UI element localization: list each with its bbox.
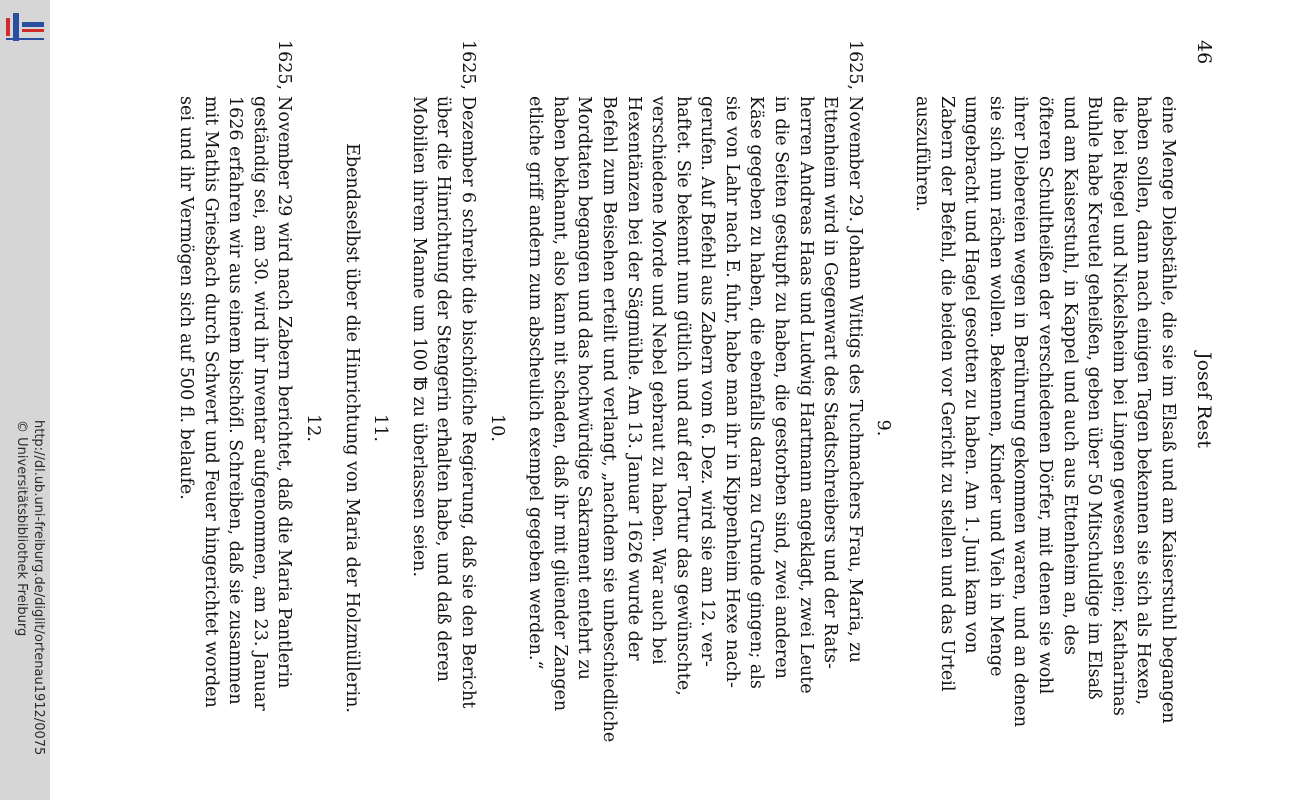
text-line: Buhle habe Kreutel geheißen, geben über 50 Mitschuldige im Elsaß: [1084, 96, 1105, 700]
text-line: Mordtaten begangen und das hochwürdige Sakrament entehrt zu: [574, 96, 595, 680]
section-9: [523, 40, 867, 760]
text-block: [173, 40, 1180, 760]
section-12: [173, 40, 296, 760]
text-line: umgebracht und Hagel gesotten zu haben. Am 1. Juni kam von: [961, 96, 982, 654]
sidebar-caption: [3, 10, 47, 790]
running-head: Josef Rest: [1193, 351, 1216, 449]
section-11-text: Ebendaselbst über die Hinrichtung von Maria der Holzmüllerin.: [341, 143, 362, 713]
text-line: haben sollen, dann nach einigen Tagen bekennen sie sich als Hexen,: [1133, 96, 1154, 706]
text-line: Käse gegeben zu haben, die ebenfalls daran zu Grunde gingen; als: [746, 96, 767, 689]
text-line: haftet. Sie bekennt nun gütlich und auf der Tortur das gewünschte,: [672, 96, 693, 696]
text-line: Mobilien ihrem Manne um 100 ℔ zu überlassen seien.: [408, 96, 429, 578]
text-line: haben bekhannt, also kann nit schaden, daß ihr mit glüender Zangen: [549, 96, 570, 712]
text-line: Dezember 6 schreibt die bischöfliche Regierung, daß sie den Bericht: [457, 96, 478, 709]
page-content: [76, 0, 1276, 800]
text-line: Hexentänzen bei der Sägmühle. Am 13. Januar 1626 wurde der: [623, 96, 644, 661]
text-line: und am Kaiserstuhl, in Kappel und auch aus Ettenheim an, des: [1059, 96, 1080, 655]
text-line: herren Andreas Haas und Ludwig Hartmann angeklagt, zwei Leute: [795, 96, 816, 694]
section-number: 12.: [303, 414, 323, 442]
page-header: [1190, 40, 1218, 760]
entry-year: 1625,: [457, 40, 478, 91]
text-line: eine Menge Diebstähle, die sie im Elsaß und am Kaiserstuhl begangen: [1158, 96, 1178, 724]
text-line: sei und ihr Vermögen sich auf 500 fl. belaufe.: [176, 96, 197, 500]
section-number: 9.: [873, 419, 894, 437]
entry-year: 1625,: [844, 40, 865, 91]
copyright-notice: © Universitätsbibliothek Freiburg: [14, 420, 29, 637]
section-number: 10.: [486, 414, 507, 442]
source-url[interactable]: http://dl.ub.uni-freiburg.de/diglit/ortenau1912/0075: [31, 420, 46, 756]
text-line: in die Seiten gestupft zu haben, die gestorben sind, zwei anderen: [771, 96, 792, 679]
text-line: 1626 erfahren wir aus einem bischöfl. Schreiben, daß sie zusammen: [225, 96, 246, 705]
text-line: auszuführen.: [912, 96, 933, 212]
text-line: öfteren Schultheißen der verschiedenen Dörfer, mit denen sie wohl: [1035, 96, 1056, 695]
text-line: November 29 wird nach Zabern berichtet, daß die Maria Pantlerin: [274, 96, 295, 689]
text-line: ihrer Diebereien wegen in Berührung gekommen waren, und an denen: [1010, 96, 1031, 728]
section-number: 11.: [370, 414, 391, 442]
text-line: die bei Riegel und Nickelsheim bei Lingen gewesen seien; Katharinas: [1108, 96, 1129, 716]
text-line: gerufen. Auf Befehl aus Zabern vom 6. Dez. wird sie am 12. ver-: [697, 96, 718, 667]
text-line: Befehl zum Beisehen erteilt und verlangt, „nachdem sie unbeschiedliche: [598, 96, 619, 743]
intro-paragraph: [909, 40, 1180, 760]
text-line: Ettenheim wird in Gegenwart des Stadtschreibers und der Rats-: [820, 96, 841, 669]
text-line: sie sich nun rächen wollen. Bekennen, Kinder und Vieh in Menge: [985, 96, 1006, 677]
viewer-sidebar: [0, 0, 50, 800]
section-10: [406, 40, 480, 760]
page-number: 46: [1193, 40, 1216, 65]
scanned-page: [50, 0, 1302, 800]
text-line: verschiedene Morde und Nebel gebraut zu haben. War auch bei: [648, 96, 669, 665]
text-line: sie von Lahr nach E. fuhr, habe man ihr in Kippenheim Hexe nach-: [721, 96, 742, 688]
text-line: mit Mathis Griesbach durch Schwert und Feuer hingerichtet worden: [200, 96, 221, 708]
text-line: über die Hinrichtung der Stengerin erhalten habe, und daß deren: [433, 96, 454, 682]
text-line: etliche griff andern zum abscheulich exempel gegeben werden.“: [525, 96, 546, 670]
entry-year: 1625,: [274, 40, 295, 91]
text-line: geständig sei, am 30. wird ihr Inventar aufgenommen, am 23. Januar: [249, 96, 270, 711]
text-line: November 29. Johann Wittigs des Tuchmachers Frau, Maria, zu: [844, 96, 865, 663]
text-line: Zabern der Befehl, die beiden vor Gericht zu stellen und das Urteil: [936, 96, 957, 692]
